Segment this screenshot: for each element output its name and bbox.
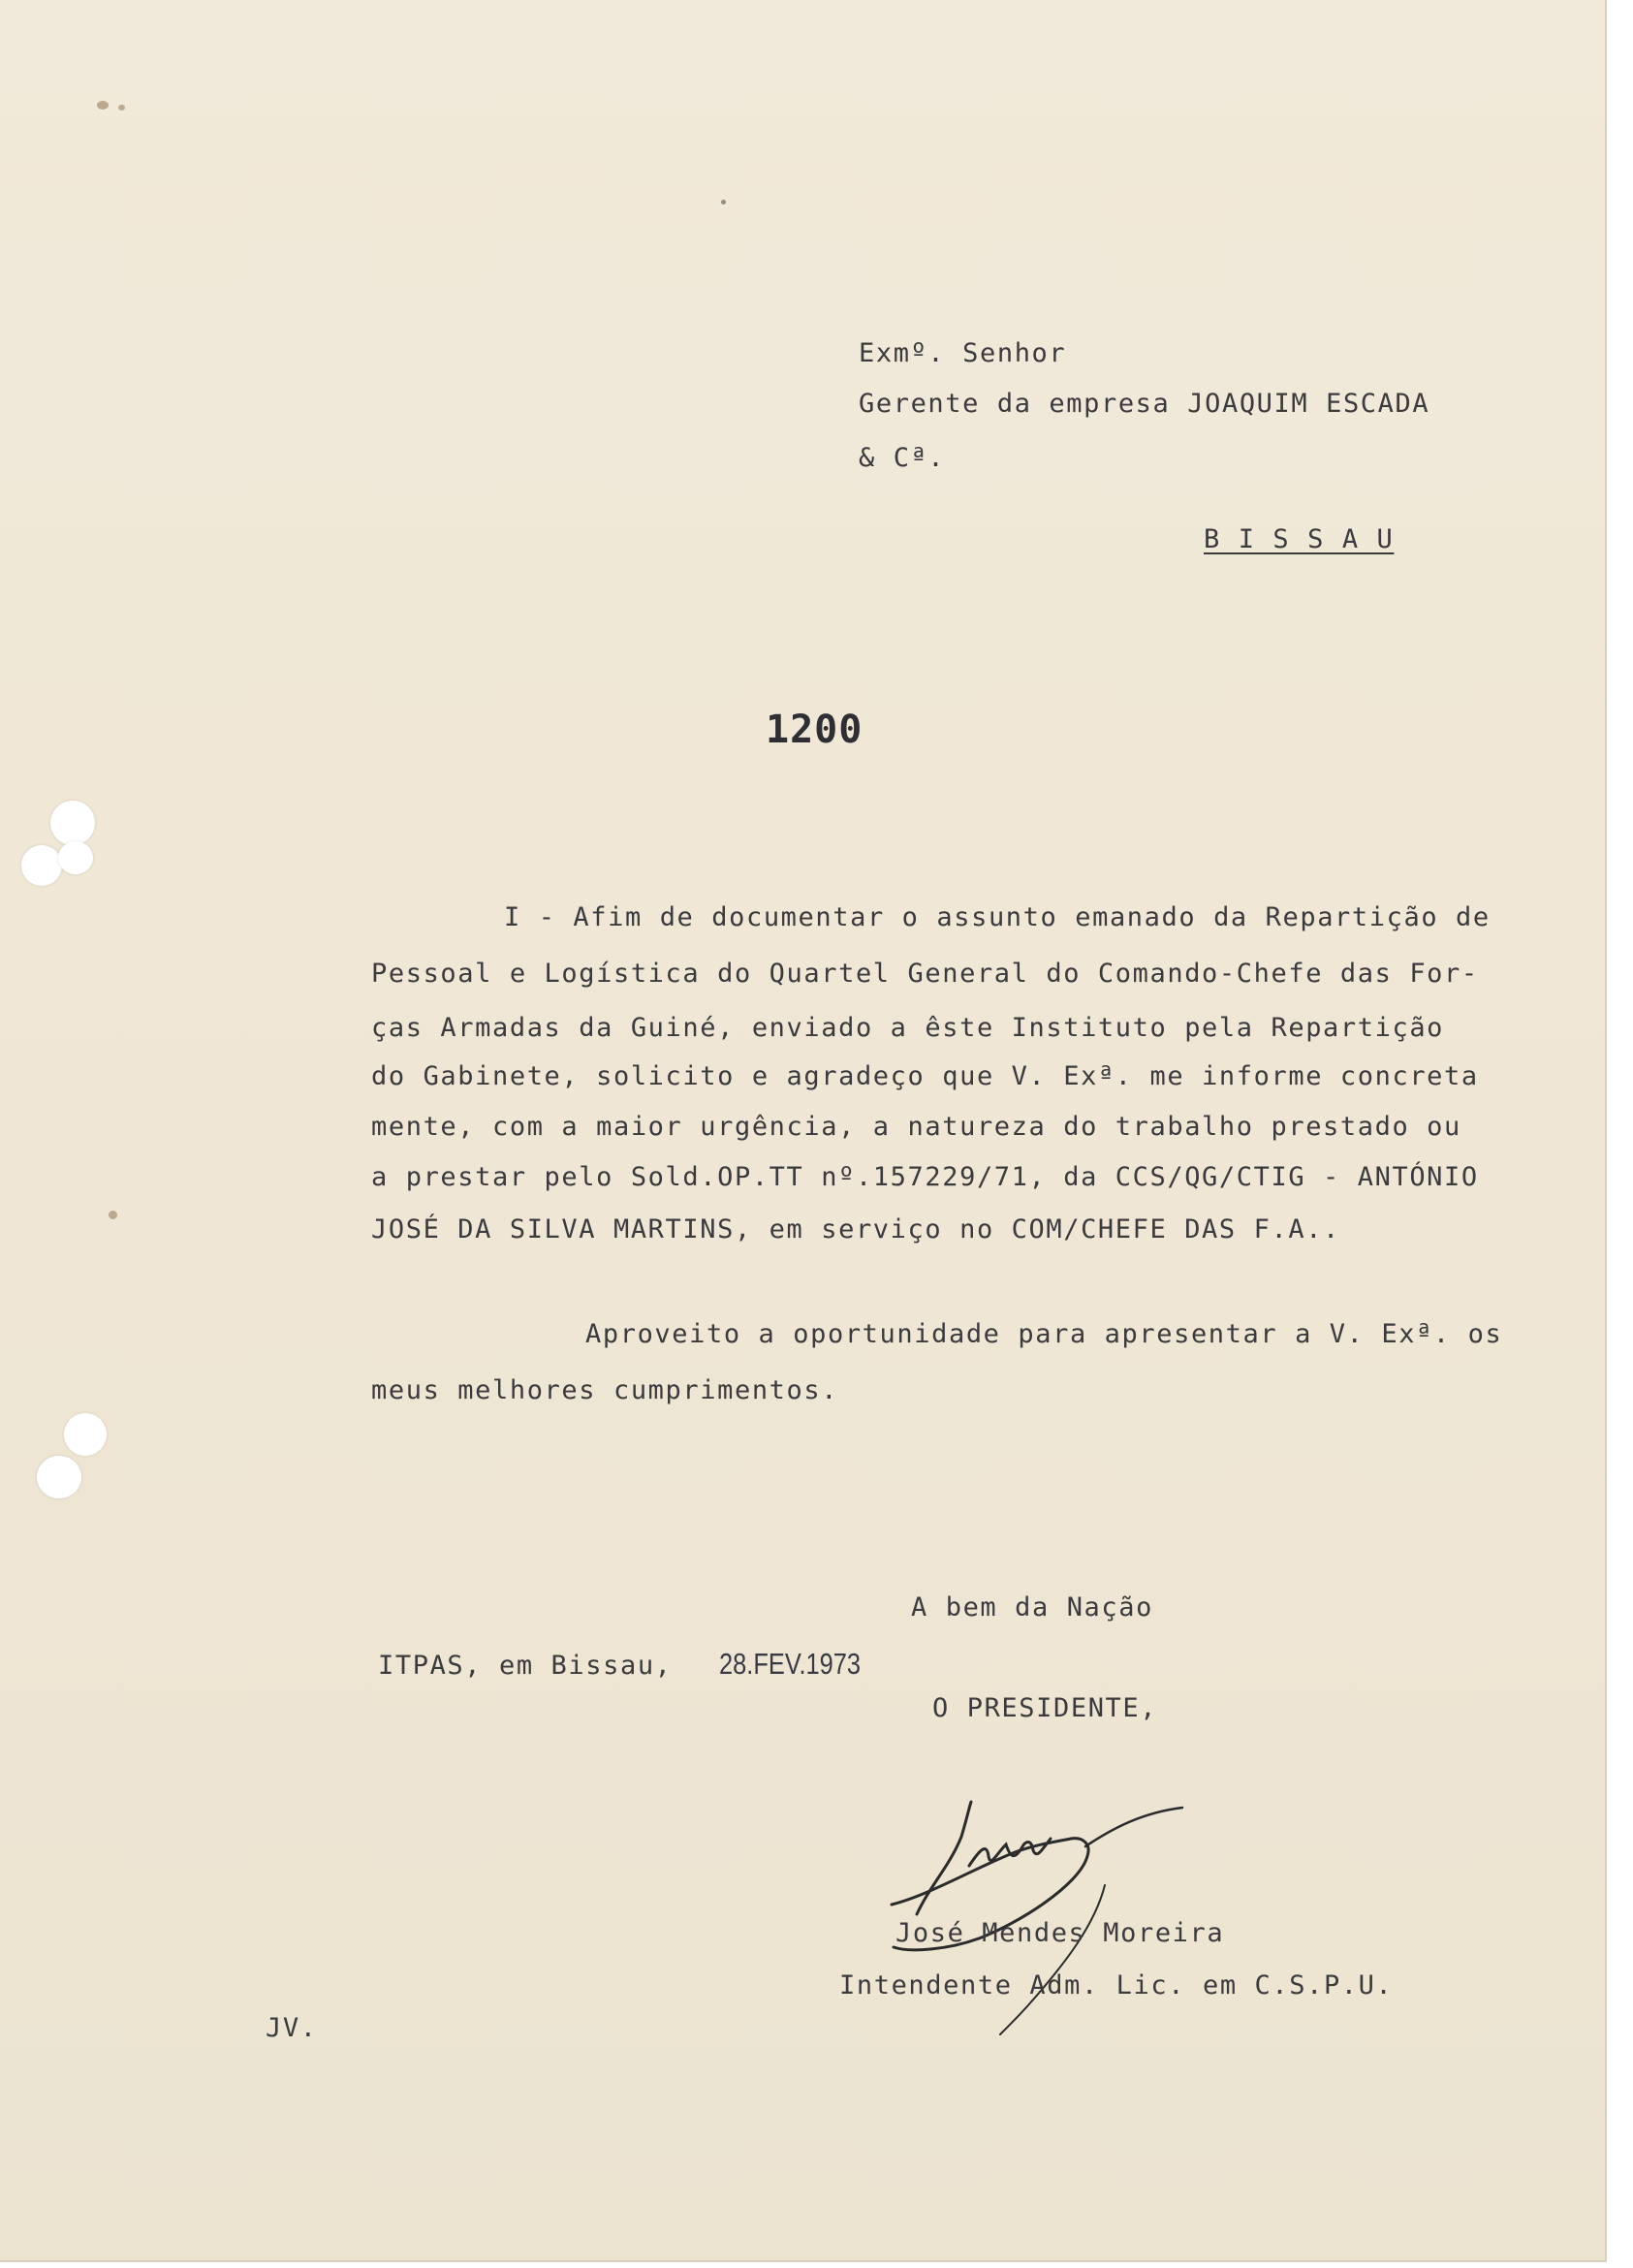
salutation: Exmº. Senhor	[859, 338, 1067, 368]
punch-hole	[21, 845, 62, 886]
addressee-line: & Cª.	[859, 443, 946, 473]
punch-hole	[64, 1413, 107, 1456]
body-line: Aproveito a oportunidade para apresentar a V. Exª. os	[585, 1319, 1503, 1349]
rust-speck	[721, 200, 726, 205]
body-line: JOSÉ DA SILVA MARTINS, em serviço no COM/CHEFE DAS F.A..	[371, 1214, 1340, 1244]
body-line: I - Afim de documentar o assunto emanado da Repartição de	[504, 902, 1491, 932]
document-number: 1200	[766, 708, 864, 752]
closing-place: ITPAS, em Bissau,	[378, 1651, 673, 1681]
addressee-city: B I S S A U	[1204, 524, 1395, 554]
rust-speck	[118, 105, 125, 110]
closing-motto: A bem da Nação	[911, 1592, 1153, 1622]
date-stamp: 28.FEV.1973	[719, 1647, 862, 1681]
page-edge	[1607, 0, 1633, 2268]
punch-hole	[58, 841, 93, 874]
closing-role: O PRESIDENTE,	[932, 1693, 1158, 1723]
signer-name: José Mendes Moreira	[895, 1918, 1225, 1948]
signer-title: Intendente Adm. Lic. em C.S.P.U.	[839, 1970, 1394, 2000]
body-line: meus melhores cumprimentos.	[371, 1375, 839, 1405]
body-line: Pessoal e Logística do Quartel General do Comando-Chefe das For-	[371, 959, 1479, 989]
rust-speck	[109, 1211, 117, 1219]
addressee-line: Gerente da empresa JOAQUIM ESCADA	[859, 389, 1430, 419]
punch-hole	[50, 801, 95, 845]
punch-hole	[37, 1456, 81, 1498]
body-line: do Gabinete, solicito e agradeço que V. Exª. me informe concreta	[371, 1061, 1479, 1091]
body-line: mente, com a maior urgência, a natureza do trabalho prestado ou	[371, 1112, 1461, 1142]
typist-initials: JV.	[266, 2013, 318, 2043]
rust-speck	[97, 101, 109, 110]
body-line: ças Armadas da Guiné, enviado a êste Instituto pela Repartição	[371, 1013, 1445, 1043]
body-line: a prestar pelo Sold.OP.TT nº.157229/71, da CCS/QG/CTIG - ANTÓNIO	[371, 1162, 1479, 1192]
